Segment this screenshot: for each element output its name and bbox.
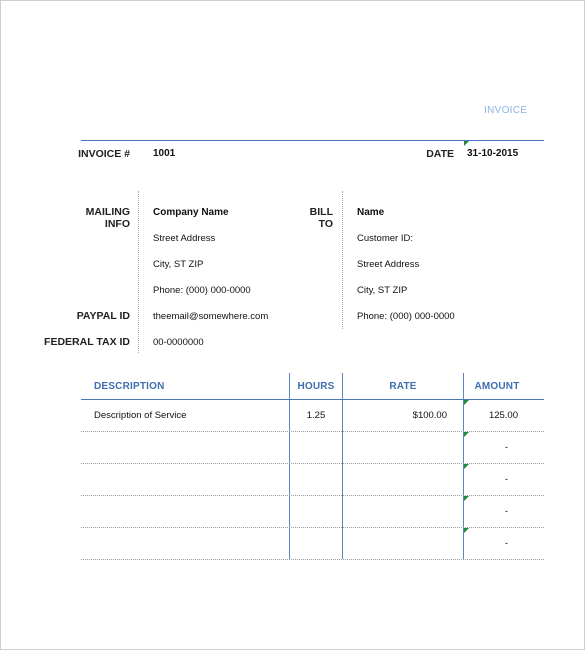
cell-marker-icon: [464, 528, 469, 533]
row-description: Description of Service: [94, 410, 187, 421]
row-separator: [81, 559, 544, 560]
table-header-rule: [81, 399, 544, 400]
row-separator: [81, 495, 544, 496]
customer-id: Customer ID:: [357, 233, 413, 244]
cell-marker-icon: [464, 141, 469, 146]
row-separator: [81, 527, 544, 528]
date-label: DATE: [426, 148, 454, 160]
paypal-id-value: theemail@somewhere.com: [153, 311, 269, 322]
paypal-id-label: PAYPAL ID: [76, 310, 130, 322]
cell-marker-icon: [464, 400, 469, 405]
cell-marker-icon: [464, 496, 469, 501]
company-name: Company Name: [153, 207, 229, 218]
bill-label-line1: BILL: [309, 206, 333, 218]
row-amount: -: [504, 442, 508, 453]
bill-label-line2: TO: [318, 218, 333, 230]
company-street: Street Address: [153, 233, 216, 244]
document-title: INVOICE: [484, 105, 528, 116]
column-header-amount: AMOUNT: [474, 381, 520, 392]
federal-tax-id-value: 00-0000000: [153, 337, 204, 348]
mailing-label-line2: INFO: [104, 218, 130, 230]
mailing-label-line1: MAILING: [85, 206, 130, 218]
row-amount: -: [504, 538, 508, 549]
row-hours: 1.25: [306, 410, 326, 421]
cell-marker-icon: [464, 464, 469, 469]
row-amount: 125.00: [488, 410, 518, 421]
column-header-hours: HOURS: [297, 381, 335, 392]
customer-phone: Phone: (000) 000-0000: [357, 311, 455, 322]
rate-column-divider: [342, 373, 343, 559]
row-rate: $100.00: [412, 410, 447, 421]
row-amount: -: [504, 474, 508, 485]
customer-city: City, ST ZIP: [357, 285, 408, 296]
customer-name: Name: [357, 207, 385, 218]
row-amount: -: [504, 506, 508, 517]
federal-tax-id-label: FEDERAL TAX ID: [44, 336, 130, 348]
column-header-rate: RATE: [389, 381, 417, 392]
cell-marker-icon: [464, 432, 469, 437]
column-header-description: DESCRIPTION: [94, 381, 165, 392]
billto-divider: [342, 191, 343, 329]
bill-to-label: [291, 206, 333, 230]
date-value: 31-10-2015: [467, 148, 519, 159]
header-rule: [81, 140, 544, 141]
company-phone: Phone: (000) 000-0000: [153, 285, 251, 296]
row-separator: [81, 431, 544, 432]
company-city: City, ST ZIP: [153, 259, 204, 270]
customer-street: Street Address: [357, 259, 420, 270]
hours-column-divider: [289, 373, 290, 559]
mailing-divider: [138, 191, 139, 353]
mailing-info-label: [41, 206, 130, 230]
invoice-number-label: INVOICE #: [78, 148, 130, 160]
invoice-number-value: 1001: [153, 148, 176, 159]
row-separator: [81, 463, 544, 464]
